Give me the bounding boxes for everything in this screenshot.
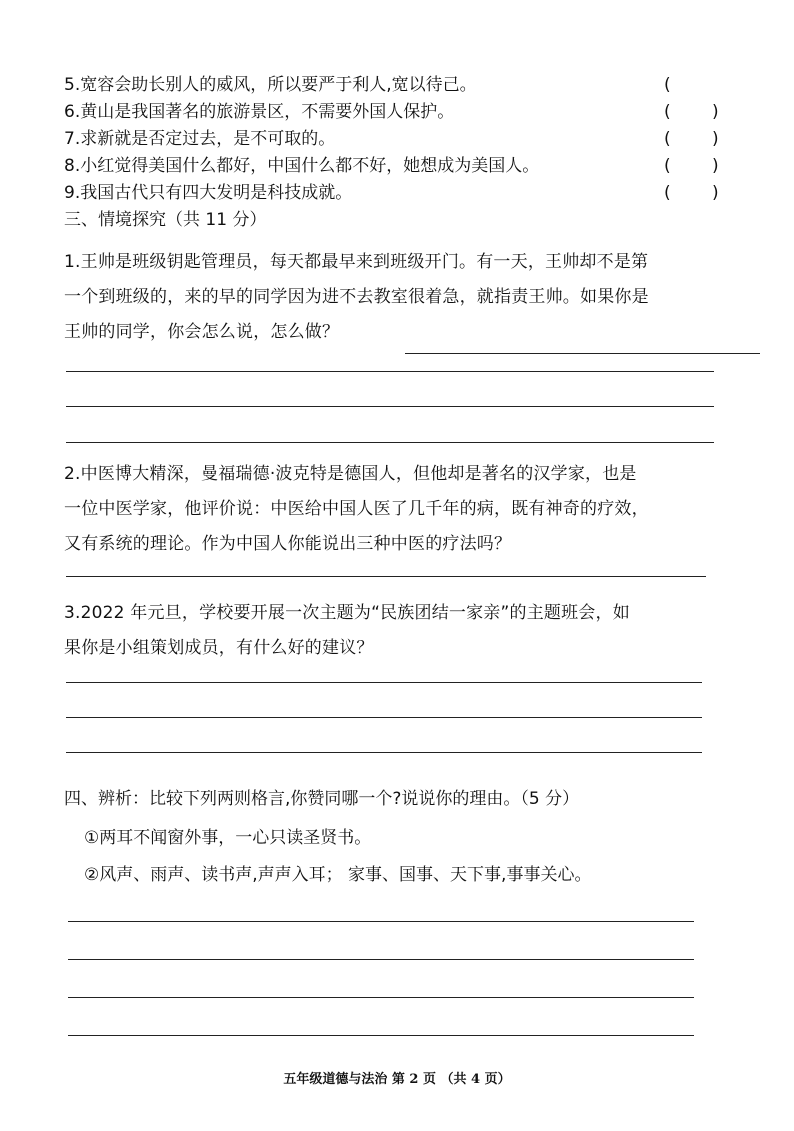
answer-paren-open[interactable]: ( bbox=[664, 183, 671, 203]
answer-line[interactable] bbox=[68, 1035, 694, 1036]
answer-line[interactable] bbox=[405, 353, 760, 354]
answer-paren-close: ) bbox=[712, 129, 719, 149]
question-text-line: 3.2022 年元旦，学校要开展一次主题为“民族团结一家亲”的主题班会，如 bbox=[64, 603, 630, 623]
section-4-title: 四、辨析：比较下列两则格言,你赞同哪一个?说说你的理由。（5 分） bbox=[64, 789, 580, 809]
motto-2: ②风声、雨声、读书声,声声入耳； 家事、国事、天下事,事事关心。 bbox=[84, 865, 592, 885]
question-1 bbox=[64, 245, 724, 350]
section-3-title: 三、情境探究（共 11 分） bbox=[64, 210, 267, 230]
answer-line[interactable] bbox=[66, 442, 714, 443]
tf-item-text: 6.黄山是我国著名的旅游景区，不需要外国人保护。 bbox=[64, 102, 455, 122]
question-3 bbox=[64, 596, 724, 666]
answer-paren-close: ) bbox=[712, 156, 719, 176]
question-text-line: 1.王帅是班级钥匙管理员，每天都最早来到班级开门。有一天，王帅却不是第 bbox=[64, 252, 649, 272]
page-footer: 五年级道德与法治 第 2 页 （共 4 页） bbox=[283, 1072, 511, 1087]
question-text-line: 2.中医博大精深，曼福瑞德·波克特是德国人，但他却是著名的汉学家，也是 bbox=[64, 464, 637, 484]
answer-paren-open[interactable]: ( bbox=[664, 156, 671, 176]
motto-1: ①两耳不闻窗外事，一心只读圣贤书。 bbox=[84, 828, 372, 848]
tf-item-text: 7.求新就是否定过去，是不可取的。 bbox=[64, 129, 336, 149]
tf-item-text: 5.宽容会助长别人的威风，所以要严于利人,宽以待己。 bbox=[64, 75, 477, 95]
answer-line[interactable] bbox=[68, 997, 694, 998]
answer-line[interactable] bbox=[66, 682, 702, 683]
answer-paren-open[interactable]: ( bbox=[664, 129, 671, 149]
tf-item-text: 8.小红觉得美国什么都好，中国什么都不好，她想成为美国人。 bbox=[64, 156, 540, 176]
tf-item-text: 9.我国古代只有四大发明是科技成就。 bbox=[64, 183, 353, 203]
answer-line[interactable] bbox=[68, 921, 694, 922]
answer-line[interactable] bbox=[68, 959, 694, 960]
answer-paren-close: ) bbox=[712, 102, 719, 122]
question-text-line: 又有系统的理论。作为中国人你能说出三种中医的疗法吗？ bbox=[64, 534, 512, 554]
tf-item-9 bbox=[64, 178, 724, 208]
tf-item-6 bbox=[64, 97, 724, 127]
answer-paren-open[interactable]: ( bbox=[664, 75, 671, 95]
answer-line[interactable] bbox=[66, 576, 706, 577]
question-text-line: 一个到班级的，来的早的同学因为进不去教室很着急，就指责王帅。如果你是 bbox=[64, 287, 649, 307]
answer-line[interactable] bbox=[66, 406, 714, 407]
answer-line[interactable] bbox=[66, 752, 702, 753]
answer-line[interactable] bbox=[66, 371, 714, 372]
tf-item-7 bbox=[64, 124, 724, 154]
question-text-line: 王帅的同学，你会怎么说，怎么做？ bbox=[64, 322, 340, 342]
tf-item-5 bbox=[64, 70, 724, 100]
question-text-line: 一位中医学家，他评价说：中医给中国人医了几千年的病，既有神奇的疗效， bbox=[64, 499, 649, 519]
question-2 bbox=[64, 457, 724, 562]
question-text-line: 果你是小组策划成员，有什么好的建议？ bbox=[64, 638, 374, 658]
answer-line[interactable] bbox=[66, 717, 702, 718]
answer-paren-open[interactable]: ( bbox=[664, 102, 671, 122]
tf-item-8 bbox=[64, 151, 724, 181]
answer-paren-close: ) bbox=[712, 183, 719, 203]
